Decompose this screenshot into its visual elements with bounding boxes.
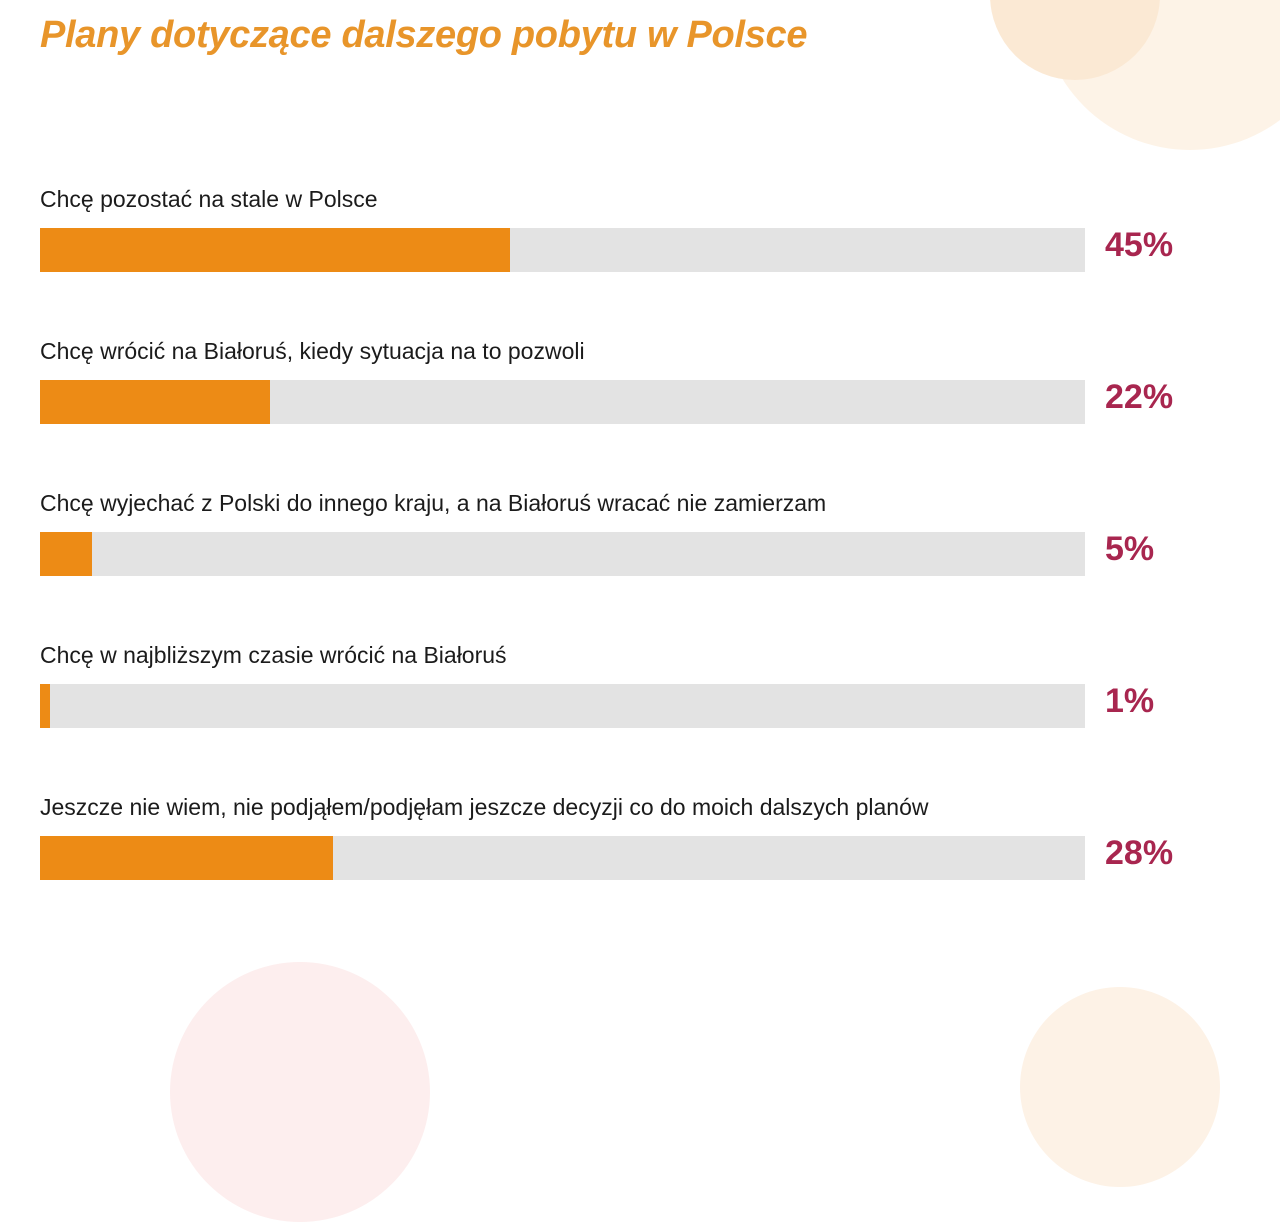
bar-row: [0, 338, 1280, 490]
bar-category-label: Chcę wrócić na Białoruś, kiedy sytuacja na to pozwoli: [40, 338, 585, 364]
bar-value-label: 1%: [1105, 682, 1155, 720]
bar-category-label: Chcę w najbliższym czasie wrócić na Białoruś: [40, 642, 507, 668]
bar-row: [0, 490, 1280, 642]
bar-value-label: 5%: [1105, 530, 1155, 568]
bar-row: [0, 642, 1280, 794]
bar-category-label: Jeszcze nie wiem, nie podjąłem/podjęłam jeszcze decyzji co do moich dalszych planów: [40, 794, 929, 820]
bar-fill: [40, 684, 50, 728]
bar-track-wrapper: [40, 380, 1085, 424]
bar-fill: [40, 228, 510, 272]
bar-track-wrapper: [40, 684, 1085, 728]
bar-track-wrapper: [40, 836, 1085, 880]
bar-row: [0, 186, 1280, 338]
bar-rows: [0, 186, 1280, 946]
bar-track-wrapper: [40, 532, 1085, 576]
bar-category-label: Chcę wyjechać z Polski do innego kraju, a na Białoruś wracać nie zamierzam: [40, 490, 827, 516]
bar-fill: [40, 532, 92, 576]
bar-track: [40, 532, 1085, 576]
bar-row: [0, 794, 1280, 946]
bar-track-wrapper: [40, 228, 1085, 272]
bar-category-label: Chcę pozostać na stale w Polsce: [40, 186, 378, 212]
bar-fill: [40, 380, 270, 424]
bar-value-label: 28%: [1105, 834, 1174, 872]
bar-value-label: 45%: [1105, 226, 1174, 264]
bar-value-label: 22%: [1105, 378, 1174, 416]
bar-fill: [40, 836, 333, 880]
page-title: Plany dotyczące dalszego pobytu w Polsce: [40, 14, 808, 56]
bar-track: [40, 684, 1085, 728]
